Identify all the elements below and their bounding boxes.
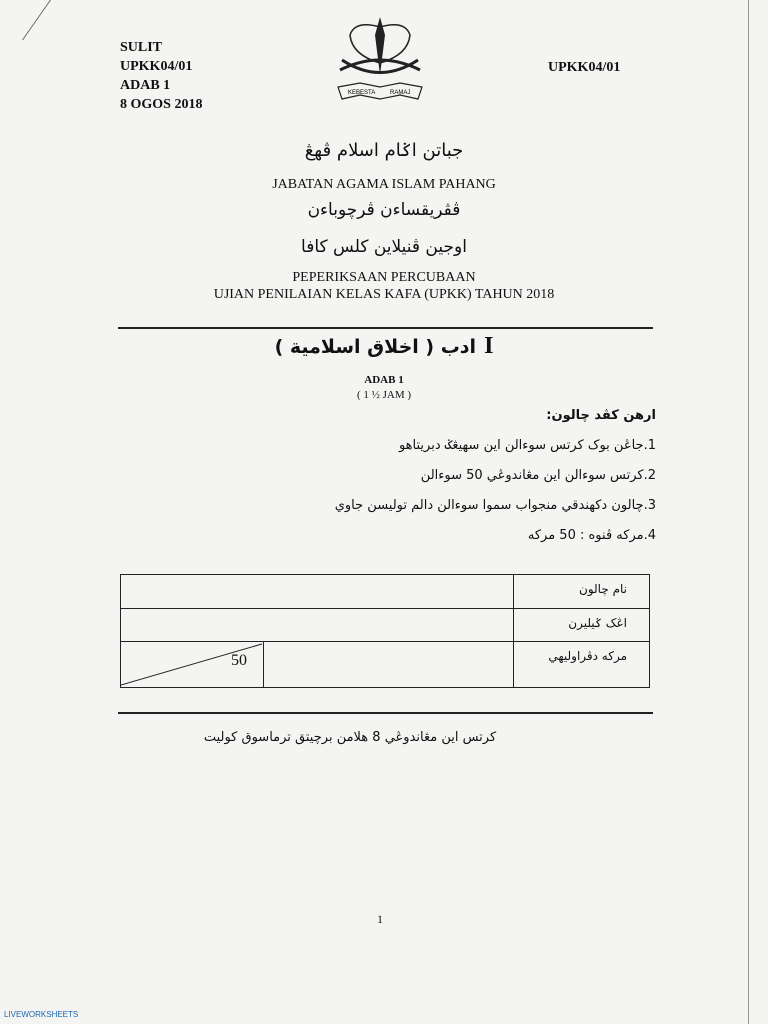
- pahang-crest-icon: [330, 15, 430, 110]
- classification-label: SULIT: [120, 40, 163, 55]
- candidate-info-table: [120, 574, 650, 688]
- subject-title-jawi: ادب ( اخلاق اسلامية ): [274, 336, 477, 358]
- instruction-item: 3.چالون دکهندقي منجواب سموا سوءالن دالم توليسن جاوي: [334, 498, 656, 513]
- instructions-title: ارهن کڤد چالون:: [546, 408, 656, 423]
- page-count-note: کرتس اين مڠاندوڠي 8 هلامن برچيتق ترماسوق کولیت: [203, 730, 497, 745]
- instruction-item: 1.جاڠن بوک کرتس سوءالن اين سهيڠݢ دبريتاهو: [398, 438, 656, 453]
- paper-code: UPKK04/01: [120, 59, 193, 74]
- subject-code-header: ADAB 1: [120, 78, 171, 93]
- crest-ribbon-right: RAMAJ: [390, 90, 411, 96]
- exam-type-jawi: ڤڤريقساءن ڤرچوباءن: [307, 200, 461, 220]
- score-obtained-label: مرکه دڤراوليهي: [513, 642, 649, 687]
- subject-title-roman: I: [484, 333, 494, 359]
- divider-bottom: [118, 712, 653, 714]
- org-name-latin: JABATAN AGAMA ISLAM PAHANG: [272, 177, 496, 192]
- score-row: [121, 642, 649, 687]
- exam-duration: ( 1 ½ JAM ): [356, 389, 412, 401]
- exam-title-line1: PEPERIKSAAN PERCUBAAN: [292, 270, 476, 285]
- index-number-label: اڠک ݢيليرن: [513, 609, 649, 641]
- divider-top: [118, 327, 653, 329]
- page-number: 1: [377, 912, 383, 926]
- candidate-name-row: [121, 575, 649, 609]
- score-box: [121, 642, 264, 687]
- scan-edge-line: [22, 0, 81, 40]
- exam-date: 8 OGOS 2018: [120, 97, 203, 112]
- org-name-jawi: جباتن اݢام اسلام ڤهڠ: [304, 140, 464, 161]
- paper-code-right: UPKK04/01: [548, 60, 621, 75]
- exam-title-line2: UJIAN PENILAIAN KELAS KAFA (UPKK) TAHUN 2018: [213, 287, 555, 302]
- exam-name-jawi: اوجين ڤنيلاين کلس کافا: [301, 237, 467, 257]
- header-left-block: [120, 38, 202, 114]
- instruction-item: 2.کرتس سوءالن اين مڠاندوڠي 50 سوءالن: [420, 468, 656, 483]
- candidate-name-label: نام چالون: [513, 575, 649, 608]
- liveworksheets-watermark: LIVEWORKSHEETS: [4, 1010, 79, 1019]
- instruction-item: 4.مرکه ڤنوه : 50 مرکه: [527, 528, 656, 543]
- instructions-block: [300, 408, 656, 553]
- subject-title: [0, 333, 768, 360]
- index-number-row: [121, 609, 649, 642]
- max-score: 50: [231, 652, 247, 669]
- crest-ribbon-left: KEBESTA: [348, 90, 376, 96]
- subject-code: ADAB 1: [364, 374, 404, 386]
